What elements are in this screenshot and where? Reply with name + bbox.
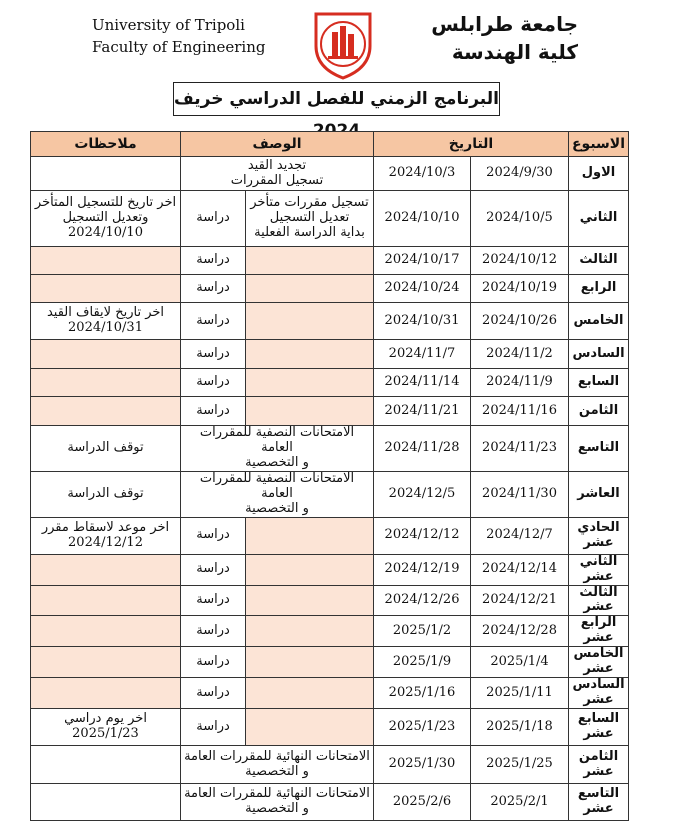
schedule-title: البرنامج الزمني للفصل الدراسي خريف [173,82,500,116]
notes-cell [31,746,181,784]
week-cell: السادس عشر [569,678,629,709]
description-cell [246,303,374,340]
status-cell: دراسة [181,191,246,247]
date-to-cell: 2024/10/10 [374,191,471,247]
table-row [31,275,629,303]
description-cell [246,517,374,554]
table-row [31,157,629,191]
description-cell [246,678,374,709]
table-row [31,784,629,821]
notes-cell [31,369,181,397]
faculty-name-ar: كلية الهندسة [451,40,578,64]
table-row [31,709,629,746]
description-cell: الامتحانات النصفية للمقررات العامة و التخصصية [181,426,374,472]
date-from-cell: 2025/1/25 [471,746,569,784]
notes-text: اخر يوم دراسي [64,711,147,727]
table-row [31,678,629,709]
description-cell [246,554,374,585]
date-to-cell: 2024/12/12 [374,517,471,554]
week-cell: الثاني عشر [569,554,629,585]
date-from-cell: 2025/1/4 [471,647,569,678]
description-cell: الامتحانات النهائية للمقررات العامة و التخصصية [181,746,374,784]
university-name-en: University of Tripoli [92,16,245,34]
notes-text: توقف الدراسة [67,485,144,501]
date-from-cell: 2024/10/19 [471,275,569,303]
week-cell: السادس [569,340,629,369]
date-to-cell: 2024/12/5 [374,471,471,517]
status-cell: دراسة [181,678,246,709]
status-cell: دراسة [181,585,246,616]
status-cell: دراسة [181,554,246,585]
status-cell: دراسة [181,616,246,647]
status-cell: دراسة [181,709,246,746]
date-to-cell: 2024/11/14 [374,369,471,397]
week-cell: السابع [569,369,629,397]
week-cell: الخامس عشر [569,647,629,678]
notes-cell [31,678,181,709]
table-row [31,191,629,247]
table-row [31,517,629,554]
notes-cell [31,709,181,746]
week-cell: الثاني [569,191,629,247]
date-to-cell: 2024/11/21 [374,397,471,426]
description-cell [246,397,374,426]
description-cell: الامتحانات النهائية للمقررات العامة و التخصصية [181,784,374,821]
description-cell: تجديد القيد تسجيل المقررات [181,157,374,191]
date-from-cell: 2025/2/1 [471,784,569,821]
week-cell: الثامن [569,397,629,426]
notes-cell [31,647,181,678]
description-cell: الامتحانات النصفية للمقررات العامة و التخصصية [181,471,374,517]
description-cell [246,616,374,647]
notes-date: 2025/1/23 [72,726,139,741]
notes-cell [31,517,181,554]
notes-date: 2024/10/31 [68,320,143,335]
status-cell: دراسة [181,369,246,397]
status-cell: دراسة [181,275,246,303]
week-cell: الاول [569,157,629,191]
notes-cell [31,554,181,585]
date-to-cell: 2024/10/24 [374,275,471,303]
week-cell: الخامس [569,303,629,340]
week-cell: الثالث عشر [569,585,629,616]
date-from-cell: 2024/10/5 [471,191,569,247]
week-cell: الثالث [569,247,629,275]
notes-text: اخر موعد لاسقاط مقرر [41,519,170,535]
col-desc: الوصف [181,132,374,157]
date-to-cell: 2024/10/31 [374,303,471,340]
date-from-cell: 2024/11/16 [471,397,569,426]
date-from-cell: 2024/9/30 [471,157,569,191]
table-header-row [31,132,629,157]
status-cell: دراسة [181,397,246,426]
schedule-table [30,131,629,821]
description-cell [246,340,374,369]
col-notes: ملاحظات [31,132,181,157]
table-row [31,303,629,340]
date-from-cell: 2024/12/7 [471,517,569,554]
date-to-cell: 2024/12/19 [374,554,471,585]
date-to-cell: 2024/11/7 [374,340,471,369]
date-from-cell: 2025/1/18 [471,709,569,746]
notes-cell [31,275,181,303]
week-cell: الثامن عشر [569,746,629,784]
date-from-cell: 2024/11/30 [471,471,569,517]
notes-text: اخر تاريخ لايقاف القيد [46,305,165,321]
week-cell: الرابع [569,275,629,303]
table-row [31,247,629,275]
col-date: التاريخ [374,132,569,157]
week-cell: الحادي عشر [569,517,629,554]
table-row [31,554,629,585]
notes-cell [31,426,181,472]
table-row [31,585,629,616]
date-to-cell: 2024/10/3 [374,157,471,191]
notes-text: اخر تاريخ للتسجيل المتأخر وتعديل التسجيل [34,195,177,226]
week-cell: السابع عشر [569,709,629,746]
week-cell: الرابع عشر [569,616,629,647]
faculty-name-en: Faculty of Engineering [92,38,266,56]
table-row [31,647,629,678]
date-to-cell: 2024/10/17 [374,247,471,275]
table-row [31,397,629,426]
date-from-cell: 2025/1/11 [471,678,569,709]
table-row [31,746,629,784]
table-row [31,369,629,397]
description-cell [246,709,374,746]
date-to-cell: 2025/1/16 [374,678,471,709]
table-row [31,340,629,369]
notes-cell [31,471,181,517]
notes-date: 2024/12/12 [68,534,143,550]
notes-cell [31,784,181,821]
notes-cell [31,247,181,275]
date-from-cell: 2024/12/14 [471,554,569,585]
status-cell: دراسة [181,247,246,275]
date-to-cell: 2025/1/9 [374,647,471,678]
date-from-cell: 2024/12/28 [471,616,569,647]
week-cell: العاشر [569,471,629,517]
description-cell [246,585,374,616]
status-cell: دراسة [181,517,246,554]
notes-cell [31,157,181,191]
table-row [31,426,629,472]
date-from-cell: 2024/10/12 [471,247,569,275]
week-cell: التاسع عشر [569,784,629,821]
date-to-cell: 2025/1/2 [374,616,471,647]
notes-cell [31,616,181,647]
table-row [31,471,629,517]
date-to-cell: 2025/2/6 [374,784,471,821]
date-from-cell: 2024/11/2 [471,340,569,369]
status-cell: دراسة [181,303,246,340]
date-to-cell: 2025/1/23 [374,709,471,746]
university-logo-icon [308,6,378,82]
description-cell [246,647,374,678]
date-to-cell: 2025/1/30 [374,746,471,784]
notes-cell [31,585,181,616]
week-cell: التاسع [569,426,629,472]
date-from-cell: 2024/11/9 [471,369,569,397]
col-week: الاسبوع [569,132,629,157]
date-from-cell: 2024/12/21 [471,585,569,616]
notes-cell [31,340,181,369]
description-cell: تسجيل مقررات متأخر تعديل التسجيل بداية الدراسة الفعلية [246,191,374,247]
notes-cell [31,397,181,426]
description-cell [246,247,374,275]
date-to-cell: 2024/12/26 [374,585,471,616]
notes-cell [31,303,181,340]
notes-text: توقف الدراسة [67,439,144,455]
university-name-ar: جامعة طرابلس [431,12,578,36]
description-cell [246,369,374,397]
description-cell [246,275,374,303]
notes-cell [31,191,181,247]
date-from-cell: 2024/10/26 [471,303,569,340]
status-cell: دراسة [181,647,246,678]
notes-date: 2024/10/10 [68,224,143,240]
date-from-cell: 2024/11/23 [471,426,569,472]
date-to-cell: 2024/11/28 [374,426,471,472]
status-cell: دراسة [181,340,246,369]
table-row [31,616,629,647]
